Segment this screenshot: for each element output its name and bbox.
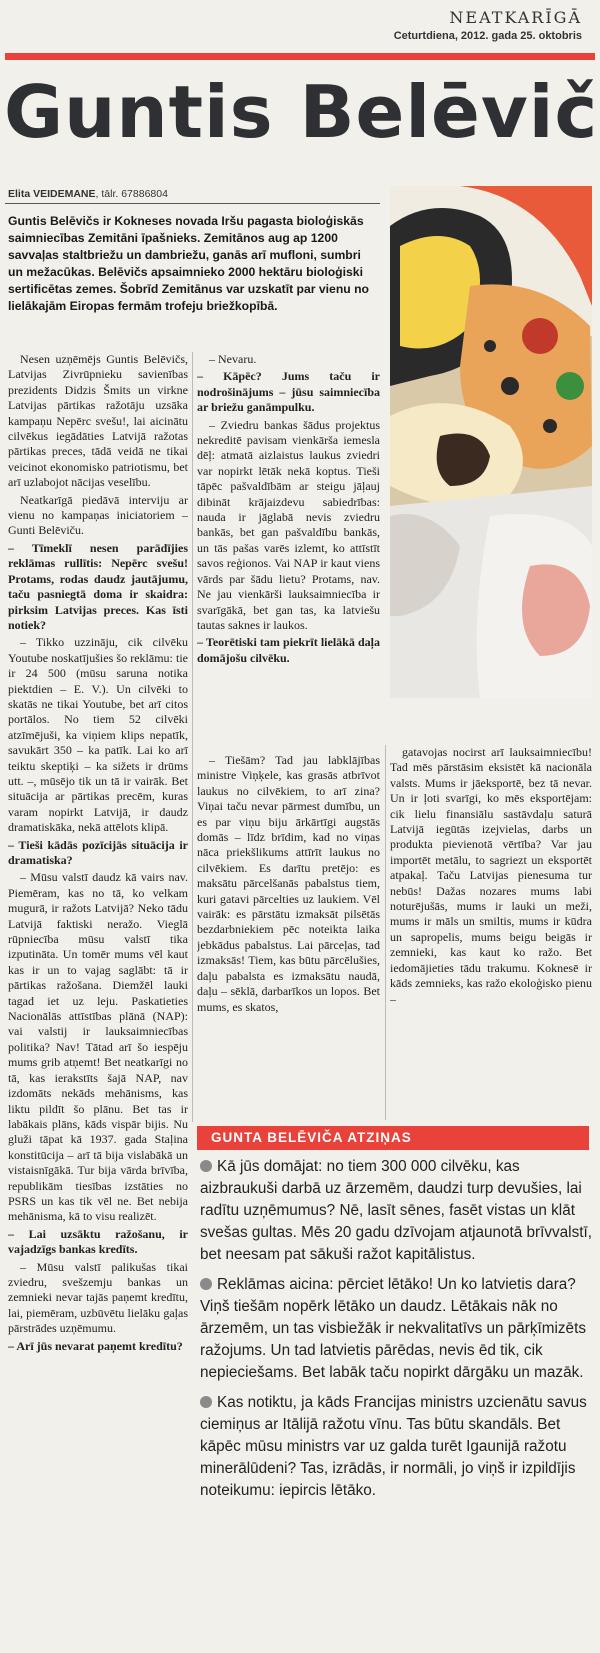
interview-question: – Arī jūs nevarat paņemt kredītu? <box>8 1338 183 1353</box>
author-phone: , tālr. 67886804 <box>95 188 168 200</box>
paragraph: – Zviedru bankas šādus projektus nekreditē pavisam vienkārša iemesla dēļ: atmatā aizlaistus laukus zviedri var nopirkt lētāk nekā koptus. Tieši tāpēc pašvaldībām ar steigu jāļauj dibināt krājaizdevu sabiedrības: nauda ir jāglabā nevis zviedru bankās, bet gan pašvaldību bankās, un tās pašas varēs izlemt, ko attīstīt savos reģionos. Vai NAP ir kaut viens vārds par šādu lietu? Protams, nav. Ne jau vienkārši lauksaimniecība ir svarīgākā, bet gan tas, ka latviešu tautas saknes ir laukos. <box>197 417 380 632</box>
article-photo <box>390 186 592 698</box>
masthead <box>394 8 582 42</box>
interview-question: – Tīmeklī nesen parādījies reklāmas rullītis: Nepērc svešu! Protams, rodas daudz jautājumu, taču pasniegtā doma ir skaidra: pirksim Latvijas preces. Kas īsti notiek? <box>8 540 188 632</box>
header-rule <box>5 53 595 60</box>
paragraph: Neatkarīgā piedāvā interviju ar vienu no kampaņas iniciatoriem – Gunti Belēviču. <box>8 492 188 538</box>
author-name: Elita VEIDEMANE <box>8 188 96 200</box>
article-headline: Guntis Belēvič <box>4 70 599 154</box>
interview-question: – Teorētiski tam piekrīt lielākā daļa domājošu cilvēku. <box>197 635 380 665</box>
photo-illustration <box>390 186 592 698</box>
quote-item <box>200 1156 592 1266</box>
bullet-icon <box>200 1160 212 1172</box>
article-column-1 <box>8 352 188 1647</box>
article-column-3 <box>390 745 592 1115</box>
issue-date: Ceturtdiena, 2012. gada 25. oktobris <box>393 30 582 42</box>
bullet-icon <box>200 1396 212 1408</box>
paragraph: – Mūsu valstī palikušas tikai zviedru, svešzemju bankas un zemnieki nevar tajās paņemt kredītu, lai, piemēram, uzbūvētu lielāku gaļas pārstrādes uzņēmumu. <box>8 1259 188 1336</box>
quote-item <box>200 1392 592 1502</box>
interview-question: – Kāpēc? Jums taču ir nodrošinājums – jūsu saimniecība ar briežu ganāmpulku. <box>197 369 380 415</box>
paragraph: gatavojas nocirst arī lauksaimniecību! Tad mēs pārstāsim eksistēt kā nacionāla valsts. Mums ir jāeksportē, bez tā nevar. Un ir ļoti svarīgi, ko mēs eksportējam: cik lielu finansiālu sastāvdaļu saturā Latvijā iegūtās izejvielas, darbs un produkta pievienotā vērtība? Var jau importēt metālu, to sagriezt un eksportēt atpakaļ. Taču Latvijas pienesuma tur nebūs! Dažas nozares mums labi noturējušās, mums ir lauki un meži, mums ir māls un smiltis, mums ir kūdra un sapropelis, mums beigu beigās ir zemnieki, kas kaut ko ražo. Bet iedomājieties tādu trakumu. Koknesē ir kāds zemnieks, kas ražo ekoloģisko pienu – <box>390 745 592 1006</box>
quote-text: Kā jūs domājat: no tiem 300 000 cilvēku, kas aizbraukuši darbā uz ārzemēm, daudzi turp devušies, lai radītu uzņēmumus? Nē, lasīt sēnes, fasēt vistas un klāt svešas gultas. Mēs 20 gadu dzīvojam atjaunotā brīvvalstī, bet neesam pat sākuši ražot kapitālistus. <box>200 1158 592 1263</box>
byline-rule <box>5 203 380 204</box>
interview-question: – Tieši kādās pozīcijās situācija ir dramatiska? <box>8 837 188 867</box>
byline <box>8 188 168 200</box>
paragraph: Nesen uzņēmējs Guntis Belēvičs, Latvijas Zivrūpnieku savienības prezidents Didzis Šmits un virkne Latvijas pārtikas ražotāju uzsāka kampaņu Nepērc svešu!, lai aicinātu cilvēkus iegādāties Latvijā ražotas pārtikas preces, tādā veidā ne tikai veicinot ekonomisko patriotismu, bet arī uzlabojot nācijas veselību. <box>8 352 188 490</box>
quotes-box-heading: GUNTA BELĒVIČA ATZIŅAS <box>197 1126 589 1150</box>
newspaper-name: NEATKARĪGĀ <box>449 8 582 27</box>
column-divider <box>192 352 193 1122</box>
quotes-box <box>200 1156 592 1510</box>
bullet-icon <box>200 1278 212 1290</box>
paragraph: – Tiešām? Tad jau labklājības ministre Viņķele, kas grasās atbrīvot laukus no cilvēkiem, to arī zina? Viņai taču nevar pārmest dumību, un es par viņu biju ārkārtīgi augstās domās – līdz brīdim, kad no viņas nāca priekšlikums attīrīt laukus no cilvēkiem. Es darītu pretējo: es maksātu pārcelšanās pabalstus tiem, kuri gatavi pārcelties uz laukiem. Vēl vairāk: es pārstātu izmaksāt pilsētās bezdarbniekiem pēc noteikta laika jebkādus pabalstus. Lai pārceļas, tad izmaksās! Tiem, kas būtu pārcēlušies, daļu pabalsta es izmaksātu naudā, daļu – sēklā, darbarīkos un lopos. Bet mums, es skatos, <box>197 753 380 1014</box>
paragraph: – Nevaru. <box>209 352 257 366</box>
quote-item <box>200 1274 592 1384</box>
article-lead: Guntis Belēvičs ir Kokneses novada Iršu pagasta bioloģiskās saimniecības Zemitāni īpašnieks. Zemitānos aug ap 1200 savvaļas staltbriežu un dambriežu, ganās arī mufloni, sumbri un mežacūkas. Belēvičs apsaimnieko 2000 hektāru bioloģiski sertificētas zemes. Šobrīd Zemitānus var uzskatīt par vienu no lielākajām Eiropas fermām trofeju briežkopībā. <box>8 214 370 313</box>
quote-text: Reklāmas aicina: pērciet lētāko! Un ko latvietis dara? Viņš tiešām nopērk lētāko un daudz. Lētākais nāk no ārzemēm, un tas visbiežāk ir nekvalitatīvs un pārķīmizēts ražojums. Un tad latvietis pārēdas, nevis ēd tik, cik nepieciešams. Bet labāk taču nopirkt dārgāku un mazāk. <box>200 1276 586 1381</box>
quote-text: Kas notiktu, ja kāds Francijas ministrs uzcienātu savus ciemiņus ar Itālijā ražotu vīnu. Tas būtu skandāls. Bet kāpēc mūsu ministrs var uz galda turēt Igaunijā ražotu minerālūdeni? Tas, izrādās, ir normāli, jo viņš ir izpildījis noteikumu: iepircis lētāko. <box>200 1394 587 1499</box>
paragraph: – Mūsu valstī daudz kā vairs nav. Piemēram, kas no tā, ko velkam mugurā, ir ražots Latvijā? Neko tādu Latvijā faktiski neražo. Vieglā rūpniecība mūsu valstī tika izputināta. Un tomēr mums vēl kaut kas ir un to vajag saglābt: tā ir pārtikas ražošana. Diemžēl lauki tagad iet uz leju. Paskatieties Nacionālās attīstības plānā (NAP): vai valstij ir lauksaimniecības politika? Nav! Tātad arī šo iespēju mums grib atņemt! Bet neatkarīgi no tā, kas ierakstīts šajā NAP, nav izdomāts nekāds mehānisms, kas liktu pildīt šo plānu. Bet tas ir labākais plāns, kāds vispār bijis. Nu gluži tāpat kā 1937. gada Staļina konstitūcija – arī tā bija vislabākā un vistaisnīgākā. Tur bija vārda brīvība, republikām tiesības izstāties no PSRS un kas tik vēl ne. Bet nebija mehānisma, kā to visu realizēt. <box>8 870 188 1224</box>
paragraph: – Tikko uzzināju, cik cilvēku Youtube noskatījušies šo reklāmu: tie ir 24 500 (mūsu saruna notika piektdien – E. V.). Un cilvēki to skatās ne tikai Youtube, bet arī citos portālos. No tiem 52 cilvēki atzīmējuši, ka viņiem klips nepatīk, savukārt 350 – ka patīk. Lai ko arī teiktu skeptiķi – ka sižets ir drūms utt. –, mūsējo tik un tā ir vairāk. Bet situācija ar pārtikas precēm, kuras varam nopirkt Latvijā, ir daudz dramatiskāka, nekā attēlots klipā. <box>8 635 188 835</box>
article-column-2b <box>197 753 380 1123</box>
interview-question: – Lai uzsāktu ražošanu, ir vajadzīgs bankas kredīts. <box>8 1226 188 1257</box>
article-column-2 <box>197 352 380 760</box>
column-divider <box>385 745 386 1120</box>
